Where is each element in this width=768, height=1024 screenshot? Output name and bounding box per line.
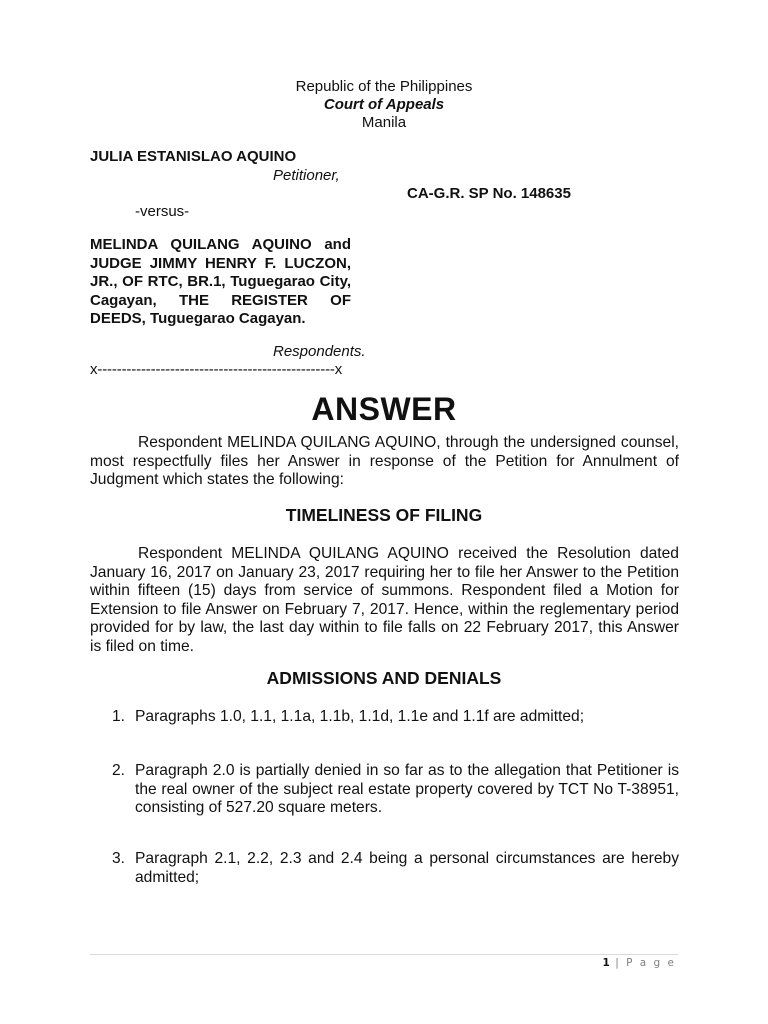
caption-separator: x-------------------------------------------------x: [90, 361, 343, 378]
footer-separator: |: [615, 957, 621, 969]
page-footer: [603, 957, 676, 969]
petitioner-name: JULIA ESTANISLAO AQUINO: [90, 148, 297, 165]
timeliness-paragraph-text: Respondent MELINDA QUILANG AQUINO received the Resolution dated January 16, 2017 on January 23, 2017 requiring her to file her Answer to the Petition within fifteen (15) days from service of summons. Respondent filed a Motion for Extension to file Answer on February 7, 2017. Hence, within the reglementary period provided for by law, the last day within to file falls on 22 February 2017, this Answer is filed on time.: [90, 545, 679, 655]
document-title: ANSWER: [311, 391, 457, 427]
list-item-text: Paragraph 2.1, 2.2, 2.3 and 2.4 being a personal circumstances are hereby admitted;: [135, 850, 679, 886]
timeliness-heading: TIMELINESS OF FILING: [285, 505, 483, 525]
republic-line: Republic of the Philippines: [295, 78, 473, 95]
list-item-text: Paragraph 2.0 is partially denied in so far as to the allegation that Petitioner is the real owner of the subject real estate property covered by TCT No T-38951, consisting of 527.20 square meters.: [135, 762, 679, 817]
respondents-names: MELINDA QUILANG AQUINO and JUDGE JIMMY HENRY F. LUCZON, JR., OF RTC, BR.1, Tuguegarao City, Cagayan, THE REGISTER OF DEEDS, Tuguegarao Cagayan.: [90, 236, 351, 328]
admissions-heading: ADMISSIONS AND DENIALS: [266, 668, 502, 688]
list-item-text: Paragraphs 1.0, 1.1, 1.1a, 1.1b, 1.1d, 1.1e and 1.1f are admitted;: [135, 708, 585, 725]
petitioner-role: Petitioner,: [273, 167, 340, 184]
list-item: [112, 762, 679, 818]
page-label: P a g e: [626, 957, 676, 969]
page-number: 1: [602, 957, 610, 969]
court-name: Court of Appeals: [323, 96, 445, 113]
case-number: CA-G.R. SP No. 148635: [407, 185, 571, 202]
intro-paragraph: [90, 434, 679, 490]
timeliness-paragraph: [90, 545, 679, 657]
list-item-number: 3.: [112, 850, 126, 867]
court-city: Manila: [361, 114, 407, 131]
intro-paragraph-text: Respondent MELINDA QUILANG AQUINO, through the undersigned counsel, most respectfully files her Answer in response of the Petition for Annulment of Judgment which states the following:: [90, 434, 679, 489]
list-item-number: 1.: [112, 708, 126, 725]
list-item-number: 2.: [112, 762, 126, 779]
respondents-role: Respondents.: [273, 343, 366, 360]
list-item: [112, 708, 679, 727]
versus-label: -versus-: [135, 203, 190, 220]
list-item: [112, 850, 679, 887]
footer-divider: [90, 954, 678, 955]
